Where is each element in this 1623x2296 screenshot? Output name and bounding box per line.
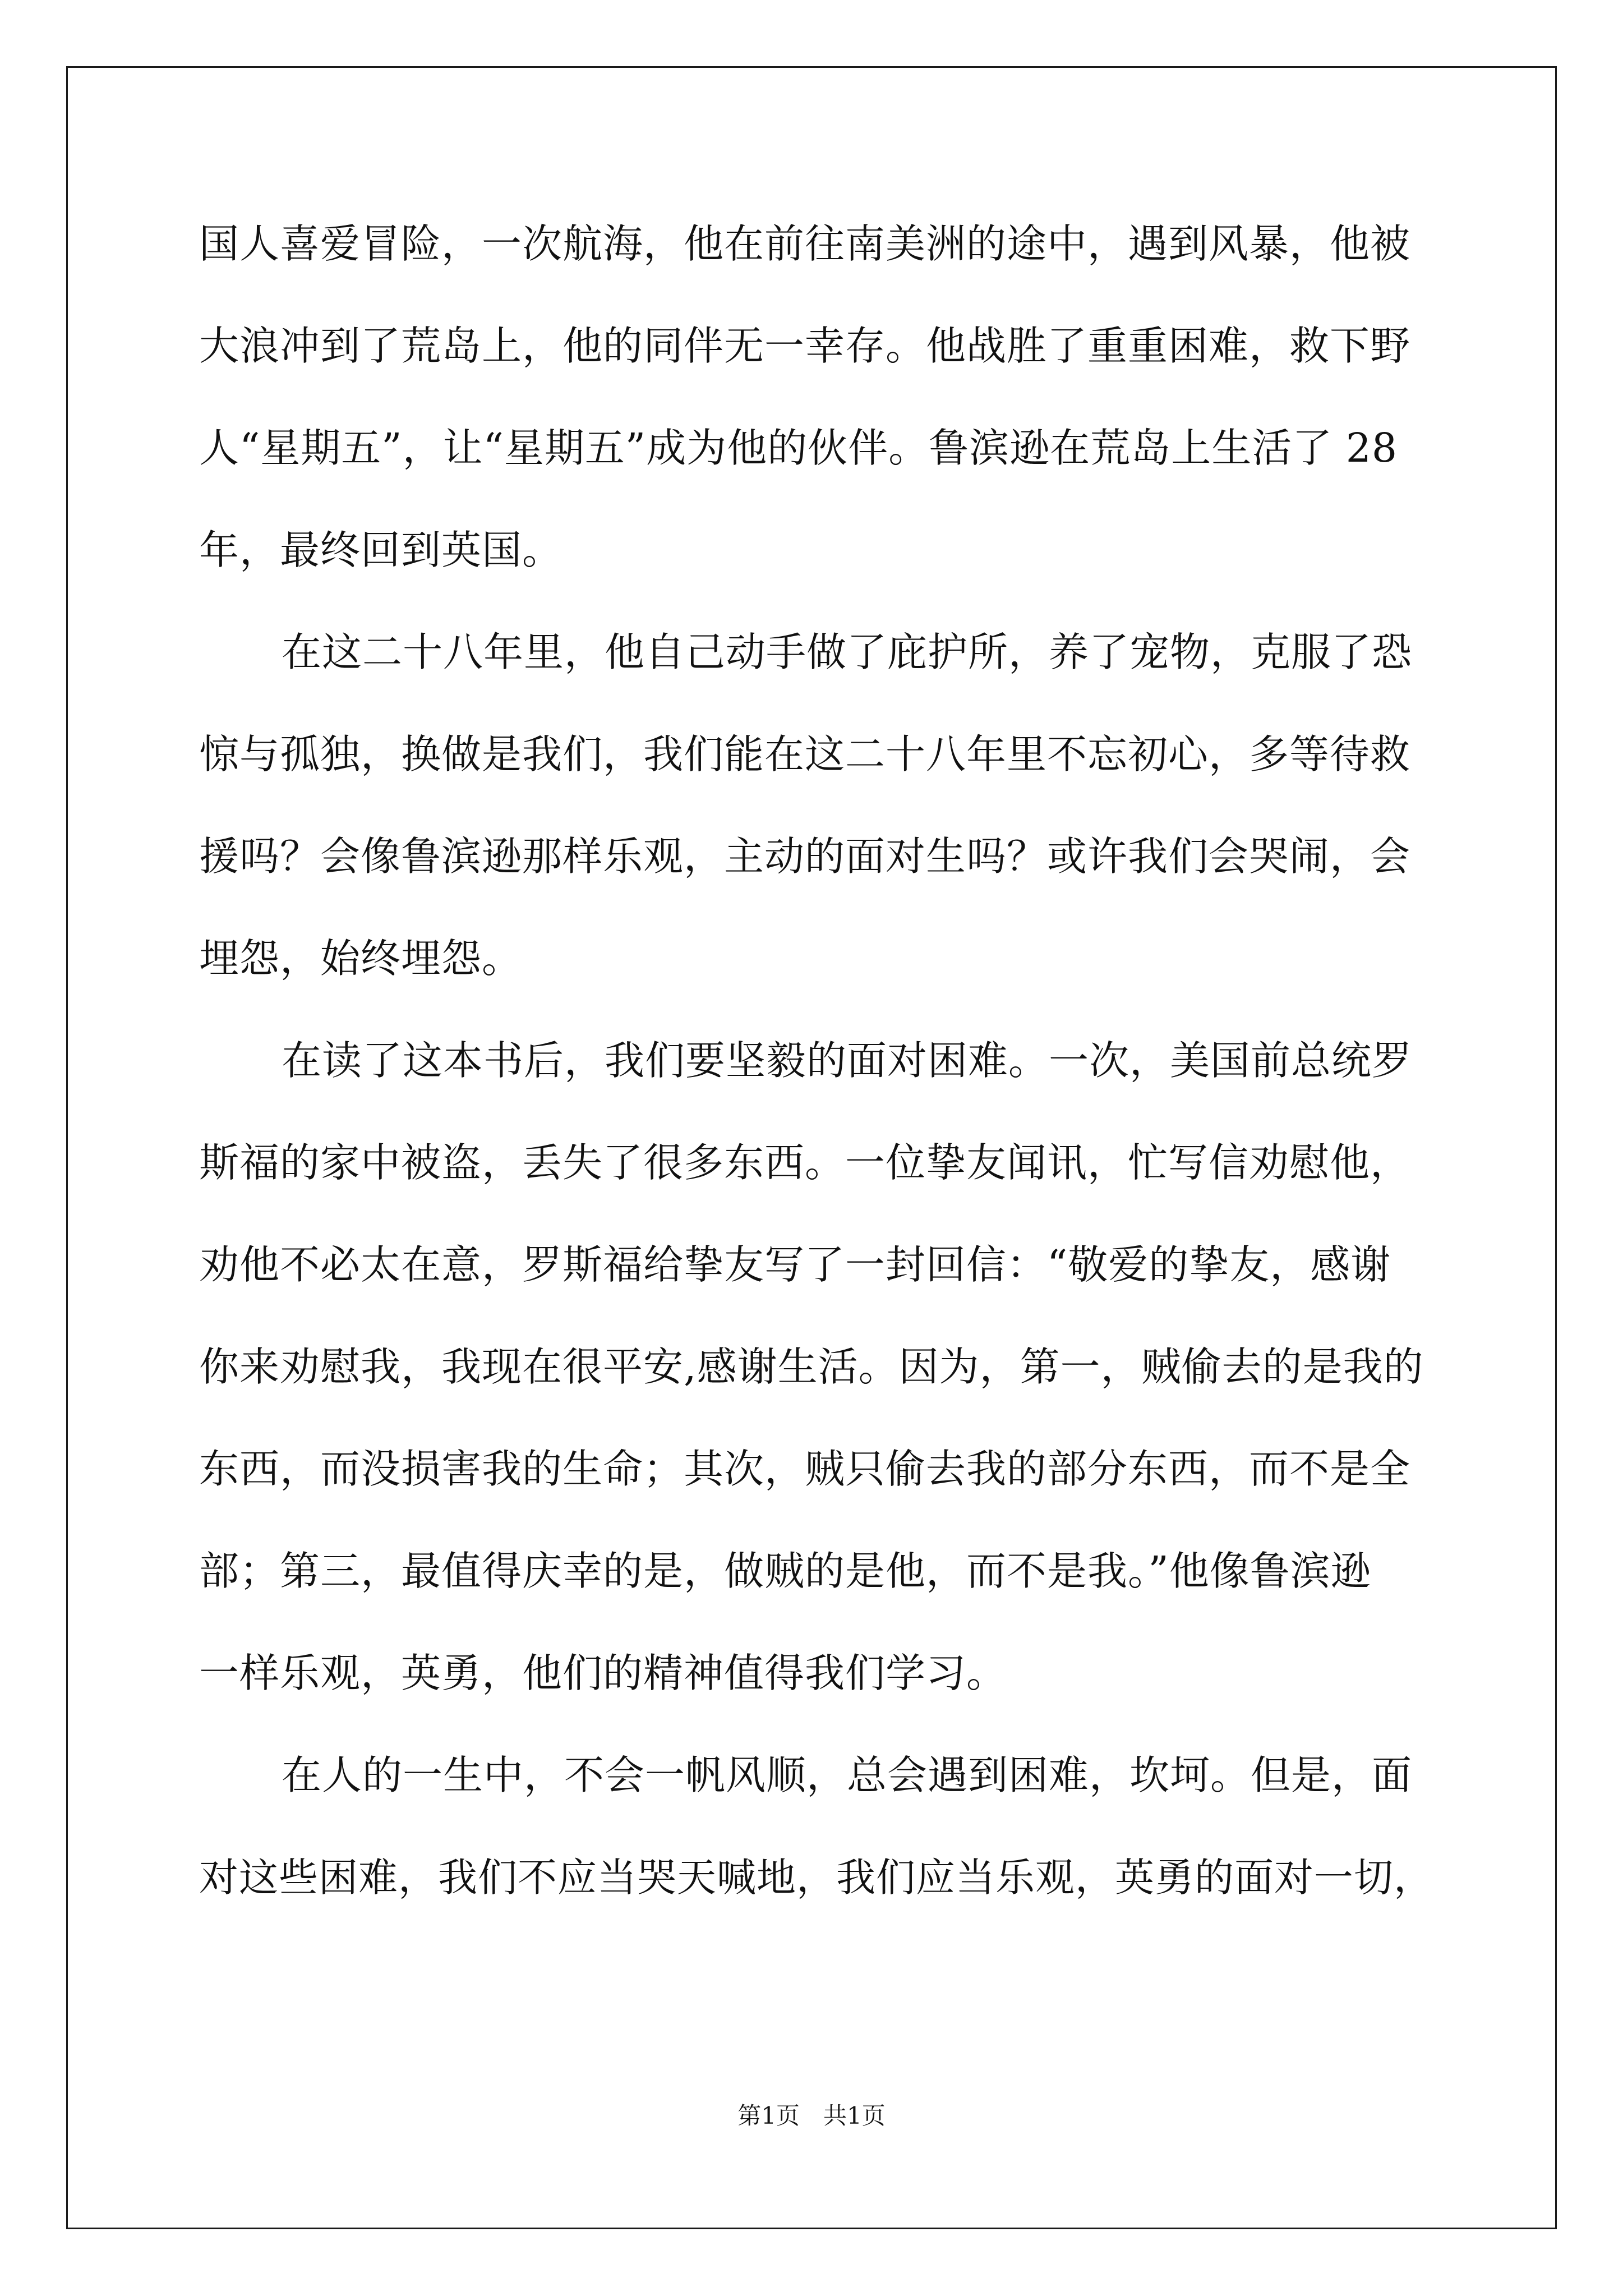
text-line: 大浪冲到了荒岛上，他的同伴无一幸存。他战胜了重重困难，救下野 [199,323,1411,369]
text-line: 惊与孤独，换做是我们，我们能在这二十八年里不忘初心，多等待救 [199,731,1411,777]
paragraph-first-line: 在这二十八年里，他自己动手做了庇护所，养了宠物，克服了恐 [282,629,1413,675]
text-line: 对这些困难，我们不应当哭天喊地，我们应当乐观，英勇的面对一切， [199,1855,1433,1901]
page-number-footer: 第1页 共1页 [737,2102,886,2129]
text-line: 人“星期五”，让“星期五”成为他的伙伴。鲁滨逊在荒岛上生活了 28 [199,425,1398,471]
text-line: 国人喜爱冒险，一次航海，他在前往南美洲的途中，遇到风暴，他被 [199,220,1411,267]
text-line: 劝他不必太在意，罗斯福给挚友写了一封回信：“敬爱的挚友，感谢 [199,1241,1391,1288]
text-line: 东西，而没损害我的生命；其次，贼只偷去我的部分东西，而不是全 [199,1446,1411,1492]
text-line: 埋怨，始终埋怨。 [199,935,523,982]
text-line: 斯福的家中被盗，丢失了很多东西。一位挚友闻讯，忙写信劝慰他， [199,1139,1411,1186]
text-line: 一样乐观，英勇，他们的精神值得我们学习。 [199,1650,1007,1696]
paragraph-first-line: 在读了这本书后，我们要坚毅的面对困难。一次，美国前总统罗 [282,1037,1413,1084]
paragraph-first-line: 在人的一生中，不会一帆风顺，总会遇到困难，坎坷。但是，面 [282,1752,1413,1798]
text-line: 援吗？会像鲁滨逊那样乐观，主动的面对生吗？或许我们会哭闹，会 [199,833,1411,880]
text-line: 部；第三，最值得庆幸的是，做贼的是他，而不是我。”他像鲁滨逊 [199,1548,1371,1594]
text-line: 年，最终回到英国。 [199,527,563,573]
text-line: 你来劝慰我，我现在很平安,感谢生活。因为，第一，贼偷去的是我的 [199,1343,1424,1390]
